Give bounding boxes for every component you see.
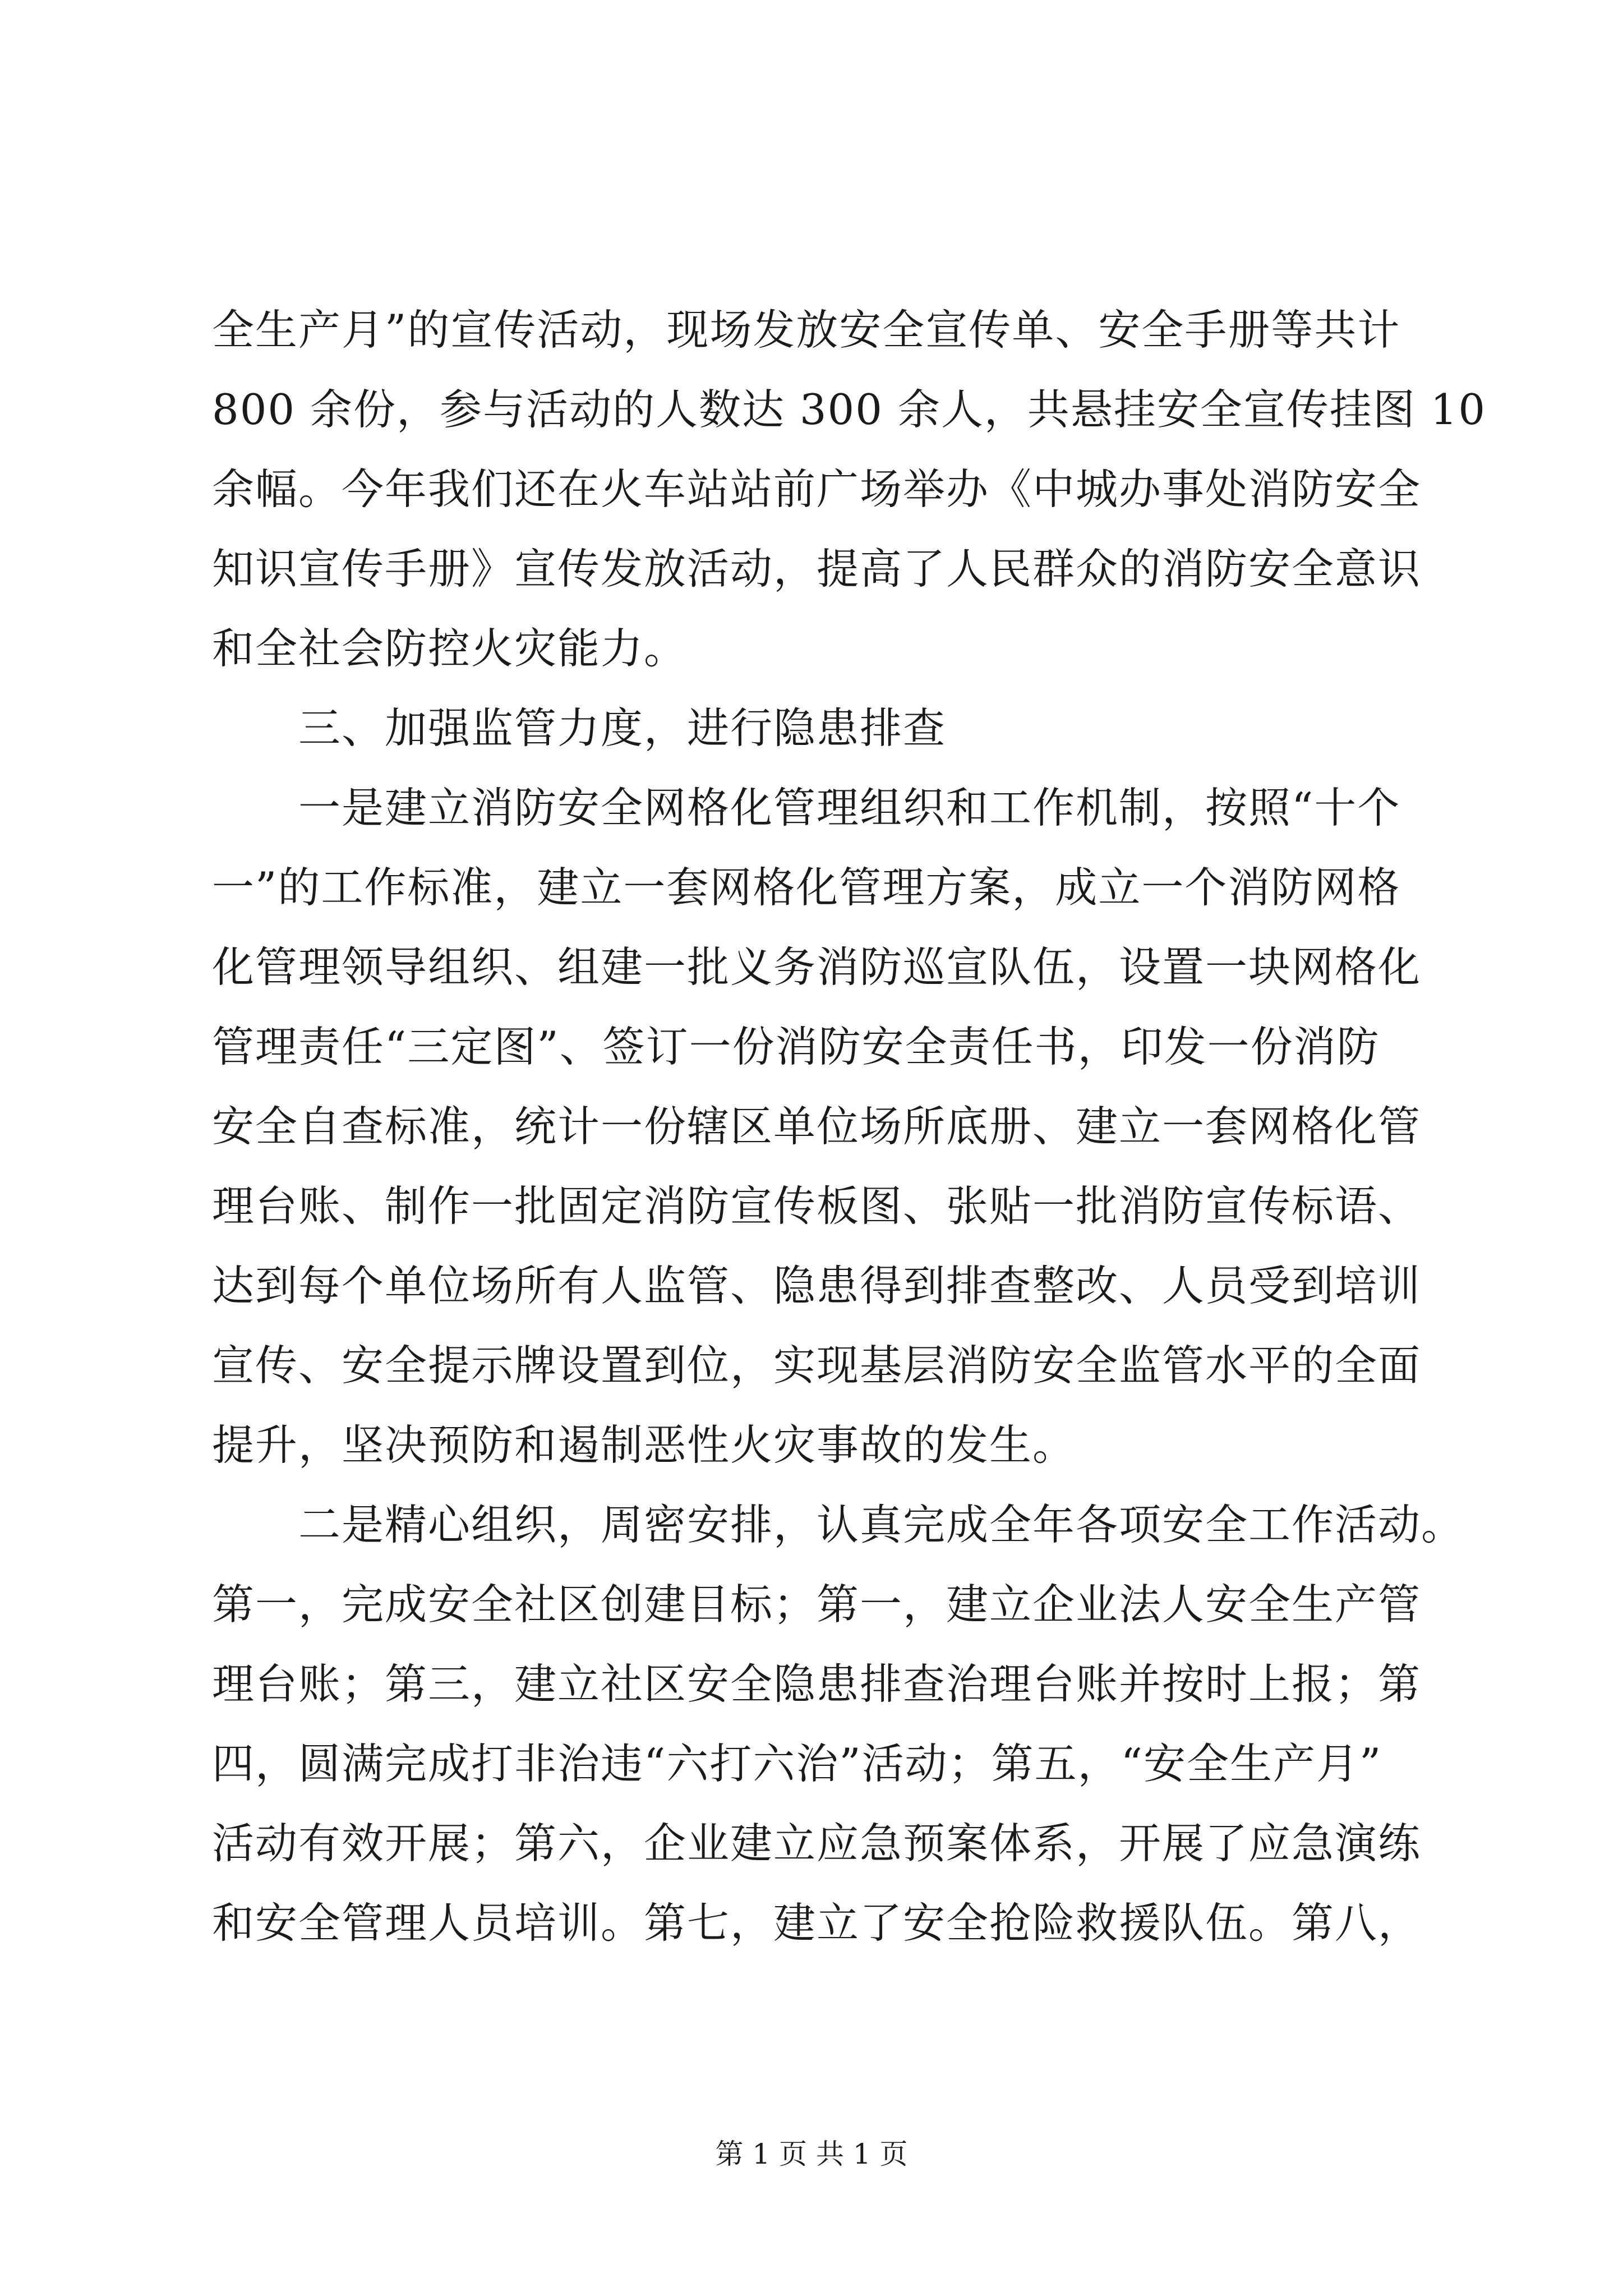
document-body <box>212 290 1487 1963</box>
text-line: 达到每个单位场所有人监管、隐患得到排查整改、人员受到培训 <box>212 1261 1422 1310</box>
text-line: 四，圆满完成打非治违“六打六治”活动；第五，“安全生产月” <box>212 1739 1382 1788</box>
text-line: 宣传、安全提示牌设置到位，实现基层消防安全监管水平的全面 <box>212 1341 1422 1390</box>
text-line: 二是精心组织，周密安排，认真完成全年各项安全工作活动。 <box>212 1500 1465 1549</box>
text-line: 余幅。今年我们还在火车站站前广场举办《中城办事处消防安全 <box>212 464 1422 514</box>
text-line: 安全自查标准，统计一份辖区单位场所底册、建立一套网格化管 <box>212 1102 1422 1151</box>
text-line: 全生产月”的宣传活动，现场发放安全宣传单、安全手册等共计 <box>212 305 1401 355</box>
text-line: 提升，坚决预防和遏制恶性火灾事故的发生。 <box>212 1420 1076 1470</box>
page-number-footer: 第 1 页 共 1 页 <box>715 2138 908 2170</box>
text-line: 和全社会防控火灾能力。 <box>212 624 688 673</box>
text-line: 和安全管理人员培训。第七，建立了安全抢险救援队伍。第八， <box>212 1898 1422 1948</box>
text-line: 第一，完成安全社区创建目标；第一，建立企业法人安全生产管 <box>212 1580 1422 1629</box>
text-line: 一”的工作标准，建立一套网格化管理方案，成立一个消防网格 <box>212 863 1401 912</box>
text-line: 化管理领导组织、组建一批义务消防巡宣队伍，设置一块网格化 <box>212 942 1422 992</box>
text-line: 理台账、制作一批固定消防宣传板图、张贴一批消防宣传标语、 <box>212 1181 1422 1231</box>
text-line: 一是建立消防安全网格化管理组织和工作机制，按照“十个 <box>212 783 1401 832</box>
text-line: 管理责任“三定图”、签订一份消防安全责任书，印发一份消防 <box>212 1022 1380 1071</box>
text-line: 活动有效开展；第六，企业建立应急预案体系，开展了应急演练 <box>212 1819 1422 1868</box>
text-line: 800 余份，参与活动的人数达 300 余人，共悬挂安全宣传挂图 10 <box>212 385 1487 434</box>
text-line: 理台账；第三，建立社区安全隐患排查治理台账并按时上报；第 <box>212 1659 1422 1709</box>
text-line: 知识宣传手册》宣传发放活动，提高了人民群众的消防安全意识 <box>212 544 1422 593</box>
section-heading: 三、加强监管力度，进行隐患排查 <box>212 703 947 753</box>
